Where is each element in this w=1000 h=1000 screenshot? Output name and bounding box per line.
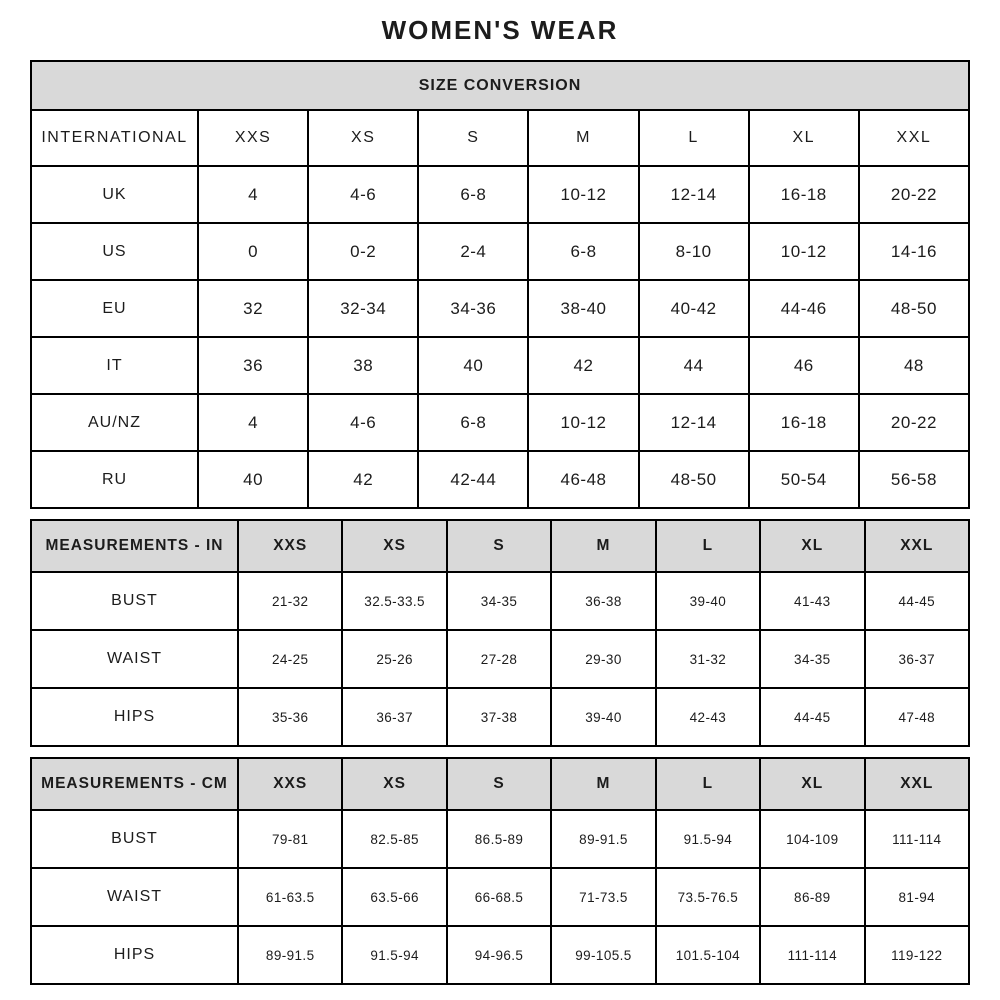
table-cell: 16-18 bbox=[749, 166, 859, 223]
table-cell: 10-12 bbox=[528, 394, 638, 451]
table-cell: 6-8 bbox=[418, 166, 528, 223]
table-cell: 2-4 bbox=[418, 223, 528, 280]
table-cell: 73.5-76.5 bbox=[656, 868, 760, 926]
table-cell: 4-6 bbox=[308, 394, 418, 451]
table-cell: 14-16 bbox=[859, 223, 969, 280]
column-header: XXS bbox=[198, 110, 308, 166]
table-cell: 104-109 bbox=[760, 810, 864, 868]
table-cell: 81-94 bbox=[865, 868, 969, 926]
table-title: SIZE CONVERSION bbox=[31, 61, 969, 110]
table-cell: 36-37 bbox=[865, 630, 969, 688]
table-cell: 34-35 bbox=[447, 572, 551, 630]
table-cell: 46 bbox=[749, 337, 859, 394]
row-label: BUST bbox=[31, 810, 238, 868]
column-header: L bbox=[639, 110, 749, 166]
table-cell: 42 bbox=[528, 337, 638, 394]
corner-header: INTERNATIONAL bbox=[31, 110, 198, 166]
table-cell: 47-48 bbox=[865, 688, 969, 746]
table-cell: 50-54 bbox=[749, 451, 859, 508]
row-label: EU bbox=[31, 280, 198, 337]
table-cell: 91.5-94 bbox=[342, 926, 446, 984]
table-cell: 86.5-89 bbox=[447, 810, 551, 868]
table-cell: 32.5-33.5 bbox=[342, 572, 446, 630]
table-cell: 46-48 bbox=[528, 451, 638, 508]
column-header: XXL bbox=[859, 110, 969, 166]
table-row bbox=[31, 223, 969, 280]
table-cell: 40 bbox=[198, 451, 308, 508]
column-header: XS bbox=[342, 758, 446, 810]
table-title: MEASUREMENTS - IN bbox=[31, 520, 238, 572]
table-cell: 63.5-66 bbox=[342, 868, 446, 926]
table-cell: 111-114 bbox=[865, 810, 969, 868]
table-cell: 42-43 bbox=[656, 688, 760, 746]
table-row bbox=[31, 572, 969, 630]
column-header: S bbox=[418, 110, 528, 166]
row-label: AU/NZ bbox=[31, 394, 198, 451]
table-cell: 32-34 bbox=[308, 280, 418, 337]
table-cell: 38-40 bbox=[528, 280, 638, 337]
table-row bbox=[31, 688, 969, 746]
table-cell: 44 bbox=[639, 337, 749, 394]
table-title-row bbox=[31, 61, 969, 110]
column-header: XXL bbox=[865, 758, 969, 810]
table-cell: 10-12 bbox=[528, 166, 638, 223]
column-header: L bbox=[656, 520, 760, 572]
table-cell: 36-38 bbox=[551, 572, 655, 630]
table-cell: 91.5-94 bbox=[656, 810, 760, 868]
table-cell: 10-12 bbox=[749, 223, 859, 280]
column-header-row bbox=[31, 110, 969, 166]
table-cell: 25-26 bbox=[342, 630, 446, 688]
table-cell: 12-14 bbox=[639, 166, 749, 223]
column-header: XL bbox=[749, 110, 859, 166]
table-row bbox=[31, 451, 969, 508]
table-cell: 32 bbox=[198, 280, 308, 337]
column-header: XS bbox=[342, 520, 446, 572]
table-cell: 34-36 bbox=[418, 280, 528, 337]
table-cell: 12-14 bbox=[639, 394, 749, 451]
row-label: HIPS bbox=[31, 926, 238, 984]
table-cell: 4-6 bbox=[308, 166, 418, 223]
table-cell: 0-2 bbox=[308, 223, 418, 280]
table-cell: 39-40 bbox=[551, 688, 655, 746]
column-header: M bbox=[551, 520, 655, 572]
table-cell: 6-8 bbox=[418, 394, 528, 451]
table-cell: 86-89 bbox=[760, 868, 864, 926]
table-row bbox=[31, 630, 969, 688]
table-cell: 27-28 bbox=[447, 630, 551, 688]
table-cell: 42-44 bbox=[418, 451, 528, 508]
table-cell: 36-37 bbox=[342, 688, 446, 746]
table-cell: 31-32 bbox=[656, 630, 760, 688]
page-title: WOMEN'S WEAR bbox=[381, 15, 619, 45]
column-header-row bbox=[31, 520, 969, 572]
column-header-row bbox=[31, 758, 969, 810]
table-cell: 16-18 bbox=[749, 394, 859, 451]
table-cell: 82.5-85 bbox=[342, 810, 446, 868]
table-cell: 111-114 bbox=[760, 926, 864, 984]
table-title: MEASUREMENTS - CM bbox=[31, 758, 238, 810]
table-cell: 34-35 bbox=[760, 630, 864, 688]
table-cell: 4 bbox=[198, 166, 308, 223]
table-cell: 48-50 bbox=[639, 451, 749, 508]
row-label: IT bbox=[31, 337, 198, 394]
table-cell: 40 bbox=[418, 337, 528, 394]
table-cell: 38 bbox=[308, 337, 418, 394]
table-row bbox=[31, 280, 969, 337]
column-header: S bbox=[447, 758, 551, 810]
table-cell: 101.5-104 bbox=[656, 926, 760, 984]
measurements-cm-table bbox=[30, 757, 970, 985]
row-label: WAIST bbox=[31, 630, 238, 688]
table-cell: 89-91.5 bbox=[238, 926, 342, 984]
row-label: HIPS bbox=[31, 688, 238, 746]
column-header: XXL bbox=[865, 520, 969, 572]
table-cell: 66-68.5 bbox=[447, 868, 551, 926]
column-header: L bbox=[656, 758, 760, 810]
table-cell: 4 bbox=[198, 394, 308, 451]
table-cell: 35-36 bbox=[238, 688, 342, 746]
table-cell: 6-8 bbox=[528, 223, 638, 280]
table-cell: 39-40 bbox=[656, 572, 760, 630]
table-cell: 89-91.5 bbox=[551, 810, 655, 868]
table-cell: 0 bbox=[198, 223, 308, 280]
row-label: UK bbox=[31, 166, 198, 223]
column-header: XS bbox=[308, 110, 418, 166]
row-label: RU bbox=[31, 451, 198, 508]
table-cell: 21-32 bbox=[238, 572, 342, 630]
table-cell: 8-10 bbox=[639, 223, 749, 280]
table-row bbox=[31, 337, 969, 394]
table-cell: 56-58 bbox=[859, 451, 969, 508]
column-header: M bbox=[528, 110, 638, 166]
row-label: US bbox=[31, 223, 198, 280]
table-cell: 48-50 bbox=[859, 280, 969, 337]
column-header: M bbox=[551, 758, 655, 810]
table-cell: 71-73.5 bbox=[551, 868, 655, 926]
table-row bbox=[31, 868, 969, 926]
table-cell: 40-42 bbox=[639, 280, 749, 337]
table-cell: 94-96.5 bbox=[447, 926, 551, 984]
row-label: WAIST bbox=[31, 868, 238, 926]
table-cell: 37-38 bbox=[447, 688, 551, 746]
table-cell: 20-22 bbox=[859, 166, 969, 223]
table-cell: 79-81 bbox=[238, 810, 342, 868]
table-cell: 24-25 bbox=[238, 630, 342, 688]
table-cell: 41-43 bbox=[760, 572, 864, 630]
column-header: XXS bbox=[238, 520, 342, 572]
table-cell: 42 bbox=[308, 451, 418, 508]
table-cell: 44-45 bbox=[865, 572, 969, 630]
row-label: BUST bbox=[31, 572, 238, 630]
column-header: S bbox=[447, 520, 551, 572]
table-cell: 36 bbox=[198, 337, 308, 394]
column-header: XL bbox=[760, 520, 864, 572]
measurements-in-table bbox=[30, 519, 970, 747]
column-header: XXS bbox=[238, 758, 342, 810]
column-header: XL bbox=[760, 758, 864, 810]
table-row bbox=[31, 810, 969, 868]
table-row bbox=[31, 166, 969, 223]
table-cell: 44-46 bbox=[749, 280, 859, 337]
size-conversion-table bbox=[30, 60, 970, 509]
table-row bbox=[31, 926, 969, 984]
table-cell: 44-45 bbox=[760, 688, 864, 746]
table-cell: 119-122 bbox=[865, 926, 969, 984]
table-cell: 99-105.5 bbox=[551, 926, 655, 984]
table-cell: 20-22 bbox=[859, 394, 969, 451]
table-cell: 29-30 bbox=[551, 630, 655, 688]
table-row bbox=[31, 394, 969, 451]
table-cell: 61-63.5 bbox=[238, 868, 342, 926]
table-cell: 48 bbox=[859, 337, 969, 394]
